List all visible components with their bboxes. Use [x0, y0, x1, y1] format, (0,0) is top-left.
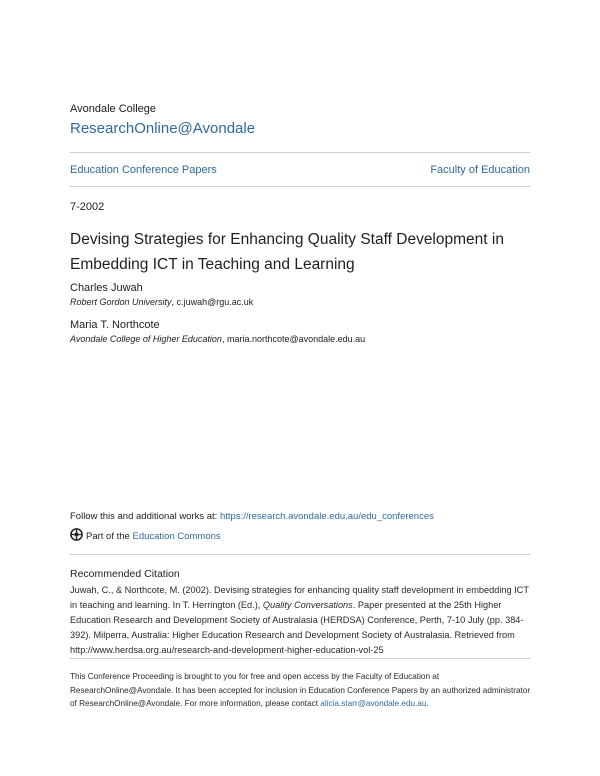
affiliation-name: Avondale College of Higher Education — [70, 334, 222, 344]
citation-text — [70, 583, 532, 658]
collection-link[interactable]: Education Conference Papers — [70, 164, 217, 176]
divider — [70, 658, 530, 659]
publication-date: 7-2002 — [70, 201, 105, 213]
faculty-link[interactable]: Faculty of Education — [430, 164, 530, 176]
author-email: c.juwah@rgu.ac.uk — [176, 297, 254, 307]
author-name: Maria T. Northcote — [70, 319, 160, 331]
divider — [70, 152, 530, 153]
paper-title: Devising Strategies for Enhancing Quality Staff Development in Embedding ICT in Teaching and Learning — [70, 231, 504, 273]
citation-heading: Recommended Citation — [70, 568, 180, 580]
citation-journal: Quality Conversations — [262, 600, 353, 610]
access-notice — [70, 670, 532, 711]
affiliation-name: Robert Gordon University — [70, 297, 172, 307]
repository-link[interactable]: ResearchOnline@Avondale — [70, 120, 256, 137]
author-name: Charles Juwah — [70, 282, 143, 294]
follow-line — [70, 511, 434, 522]
creative-commons-icon — [70, 528, 83, 541]
notice-end: . — [426, 699, 429, 708]
citation-part: . Paper presented at the 25th Higher Education Research and Development Society of Australasia (HERDSA) Conference, Perth, 7-10 July (pp. 384-392). Milperra, Australia: Higher Education Research and Development Society of Australasia. Retrieved from http://www.herdsa.org.au/research-and-development-higher-education-vol-25 — [70, 600, 524, 655]
follow-text: Follow this and additional works at: — [70, 511, 220, 522]
part-of-line — [70, 528, 221, 542]
divider — [70, 186, 530, 187]
author-affiliation: Robert Gordon University, c.juwah@rgu.ac.uk — [70, 297, 254, 307]
part-of-text: Part of the — [86, 531, 133, 542]
divider — [70, 554, 530, 555]
author-affiliation: Avondale College of Higher Education, maria.northcote@avondale.edu.au — [70, 334, 366, 344]
follow-url-link[interactable]: https://research.avondale.edu.au/edu_conferences — [219, 511, 434, 522]
citation-part: Juwah, C., & Northcote, M. (2002). Devising strategies for enhancing quality staff development in embedding ICT in teaching and learning. In T. Herrington (Ed.), — [70, 585, 529, 610]
author-email: maria.northcote@avondale.edu.au — [226, 334, 366, 344]
education-commons-link[interactable]: Education Commons — [132, 531, 221, 542]
notice-text: This Conference Proceeding is brought to you for free and open access by the Faculty of Education at ResearchOnline@Avondale. It has been accepted for inclusion in Education Conference Papers by an authorized administrator of ResearchOnline@Avondale. For more information, please contact — [70, 672, 531, 708]
contact-email-link[interactable]: alicia.starr@avondale.edu.au — [320, 699, 427, 708]
institution-name: Avondale College — [70, 103, 157, 115]
